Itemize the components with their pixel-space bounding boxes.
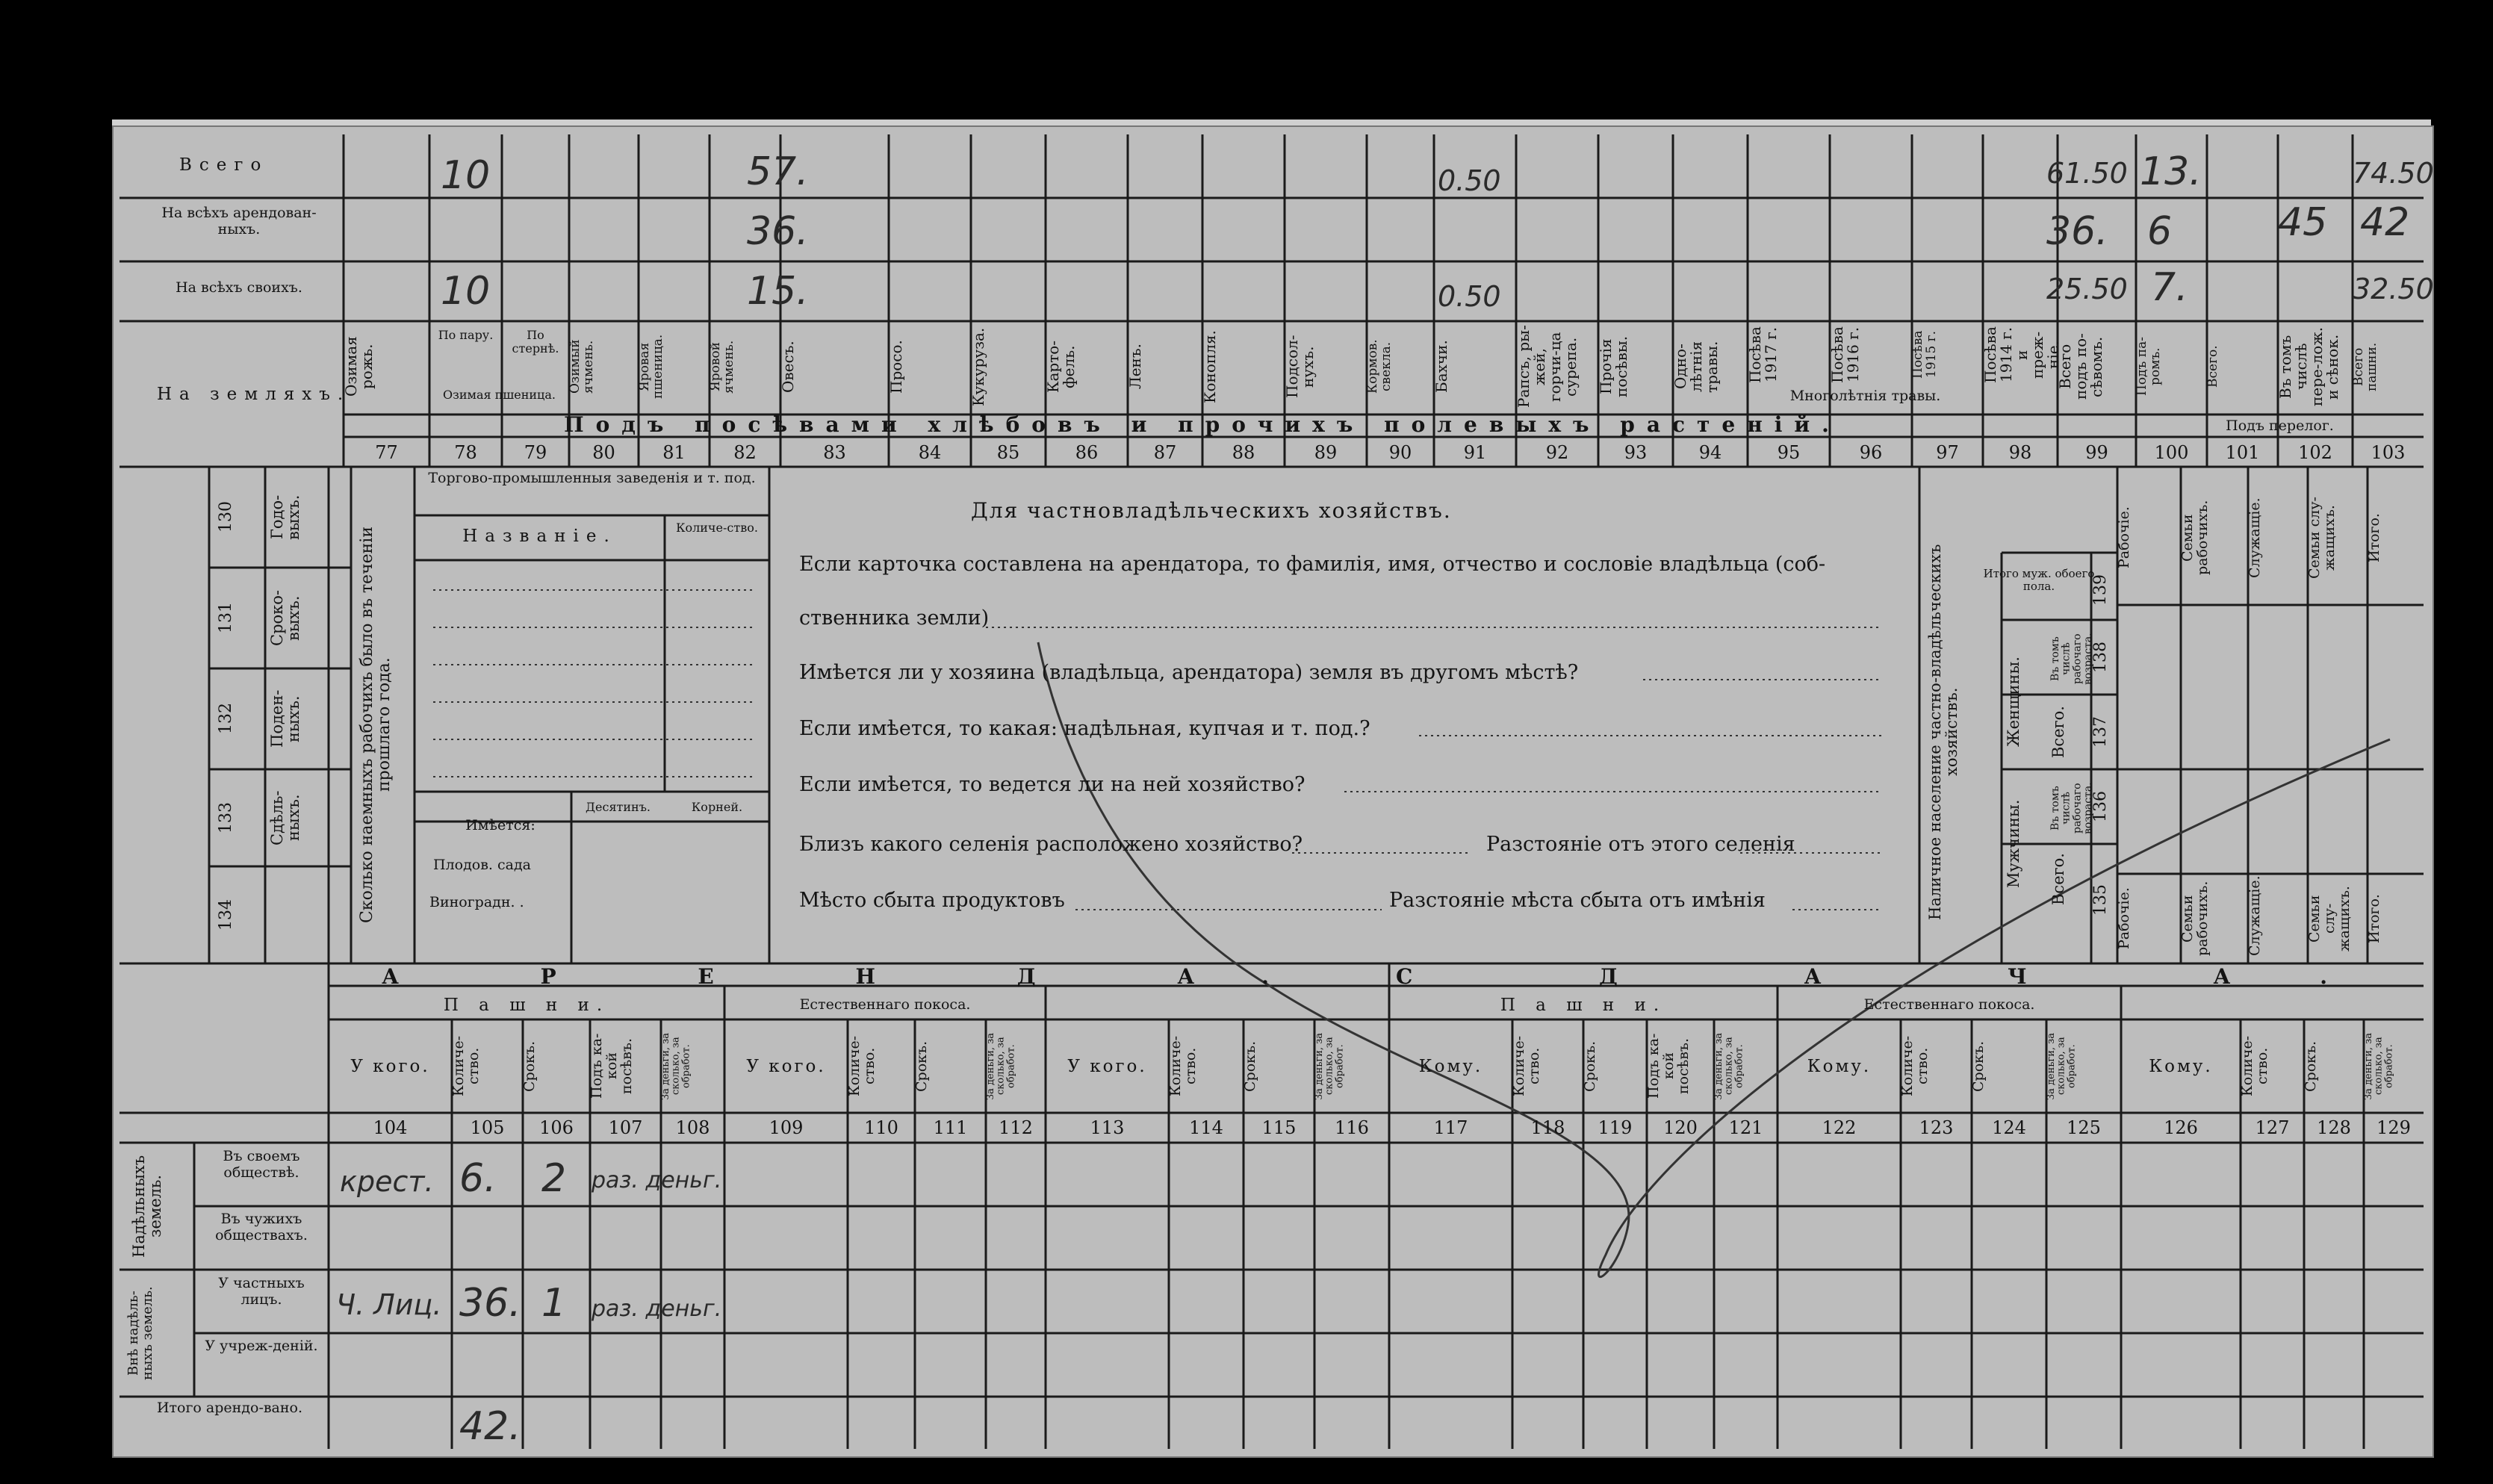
arenda-pokos: Естественнаго покоса. — [799, 996, 971, 1013]
crop-col-num-82: 82 — [733, 442, 757, 463]
crop-header-80: Озимый ячмень. — [568, 339, 596, 394]
lease-col-num-117: 117 — [1433, 1117, 1468, 1138]
workers-col-num-131: 131 — [217, 602, 235, 634]
lease-col-num-110: 110 — [864, 1117, 898, 1138]
crop-col-num-94: 94 — [1698, 442, 1722, 463]
winter-wheat-label: Озимая пшеница. — [443, 388, 556, 402]
workers-col-label-132: Поден-ныхъ. — [268, 689, 303, 748]
crop-col-num-91: 91 — [1463, 442, 1487, 463]
right-col-5-b: Итого. — [2366, 894, 2382, 943]
crop-header-89: Подсол-нухъ. — [1283, 335, 1317, 399]
crop-col-num-92: 92 — [1545, 442, 1569, 463]
hw-own-103: 32.50 — [2353, 273, 2434, 305]
lease-col-num-108: 108 — [675, 1117, 710, 1138]
lease-header-129: За деньги, за сколько, за обработ. — [2363, 1032, 2395, 1100]
lease-col-num-129: 129 — [2376, 1117, 2411, 1138]
hw-r1-srok: 2 — [541, 1156, 567, 1201]
fallow-label: Подъ перелог. — [2226, 417, 2334, 434]
trade-roots-header: Корней. — [691, 800, 743, 814]
crop-header-91: Бахчи. — [1432, 340, 1450, 394]
crop-header-92: Рапсъ, ры-жей, горчи-ца сурепа. — [1515, 325, 1580, 409]
lease-header-117: Кому. — [1418, 1057, 1483, 1076]
population-men-total: Всего. — [2049, 853, 2067, 906]
hw-total-leased: 42. — [459, 1404, 521, 1449]
row-itogo: Итого арендо-вано. — [156, 1400, 303, 1416]
lease-header-121: За деньги, за сколько, за обработ. — [1713, 1032, 1745, 1100]
crop-header-101: Всего. — [2205, 345, 2220, 388]
crop-header-81: Яровая пшеница. — [637, 334, 665, 400]
workers-title: Сколько наемныхъ рабочихъ было въ теченiи прошлаго года. — [358, 526, 394, 923]
workers-col-num-134: 134 — [217, 899, 235, 931]
lease-col-num-107: 107 — [608, 1117, 643, 1138]
population-grand-total: Итого муж. обоего пола. — [1983, 567, 2095, 594]
crop-col-num-81: 81 — [662, 442, 686, 463]
lease-col-num-123: 123 — [1919, 1117, 1954, 1138]
hw-r1-posev: раз. деньг. — [592, 1167, 722, 1193]
workers-col-label-131: Сроко-выхъ. — [268, 589, 303, 647]
crop-col-num-88: 88 — [1232, 442, 1255, 463]
crop-header-88: Конопля. — [1201, 330, 1219, 403]
lease-col-num-126: 126 — [2164, 1117, 2198, 1138]
population-title: Наличное население частно-владѣльческихъ хозяйствъ. — [1926, 544, 1961, 920]
crop-col-num-98: 98 — [2008, 442, 2032, 463]
hw-own-82: 15. — [747, 269, 809, 314]
lease-header-122: Кому. — [1807, 1057, 1872, 1076]
population-women: Женщины. — [2005, 656, 2022, 748]
right-col-1-b: Рабочiе. — [2116, 887, 2132, 950]
hw-rented-100: 6 — [2147, 209, 2173, 254]
crop-header-86: Карто-фель. — [1044, 340, 1078, 394]
crop-header-79: По стернѣ. — [512, 328, 559, 356]
hw-own-77: 10 — [441, 269, 491, 314]
population-col-num-139: 139 — [2091, 574, 2110, 606]
hw-rented-extra: 45 — [2278, 200, 2328, 245]
crop-header-82: Яровой ячмень. — [708, 340, 736, 394]
lease-header-124: Срокъ. — [1970, 1040, 1987, 1092]
private-q6b: Разстоянiе мѣста сбыта отъ имѣнiя — [1389, 889, 1766, 912]
lease-header-126: Кому. — [2149, 1057, 2213, 1076]
trade-has-label: Имѣется: — [465, 817, 535, 833]
population-col-num-137: 137 — [2091, 716, 2110, 748]
hw-r3-qty: 36. — [459, 1281, 521, 1326]
lease-header-111: Срокъ. — [913, 1040, 930, 1092]
private-q1b: ственника земли) — [799, 606, 990, 630]
lease-col-num-112: 112 — [999, 1117, 1033, 1138]
private-title: Для частновладѣльческихъ хозяйствъ. — [971, 498, 1452, 523]
crop-header-87: Ленъ. — [1126, 344, 1144, 390]
hw-r3-srok: 1 — [541, 1281, 567, 1326]
right-col-5-a: Итого. — [2366, 513, 2382, 562]
private-q5b: Разстоянiе отъ этого селенiя — [1486, 833, 1795, 856]
workers-col-num-130: 130 — [217, 501, 235, 533]
crop-col-num-86: 86 — [1075, 442, 1099, 463]
crop-header-94: Одно-лѣтнiя травы. — [1671, 341, 1721, 393]
lease-header-120: Подъ ка-кой посѣвъ. — [1645, 1033, 1692, 1099]
trade-name-header: Названiе. — [462, 527, 617, 546]
crop-header-77: Озимая рожь. — [342, 336, 376, 397]
lease-header-109: У кого. — [746, 1057, 826, 1076]
lease-col-num-121: 121 — [1728, 1117, 1763, 1138]
crop-header-90: Кормов. свекла. — [1365, 339, 1394, 394]
row-svoem: Въ своемъ обществѣ. — [223, 1148, 300, 1181]
trade-qty-header: Количе-ство. — [676, 521, 758, 535]
lease-header-119: Срокъ. — [1582, 1040, 1598, 1092]
hw-r3-posev: раз. деньг. — [592, 1296, 722, 1322]
crop-header-97: Посѣва 1915 г. — [1910, 330, 1939, 379]
crop-col-num-101: 101 — [2225, 442, 2260, 463]
hw-rented-103: 42 — [2360, 200, 2410, 245]
lease-col-num-109: 109 — [769, 1117, 804, 1138]
population-men-working: Въ томъ числѣ рабочаго возраста. — [2049, 782, 2095, 835]
population-men: Мужчины. — [2005, 799, 2022, 889]
lease-header-107: Подъ ка-кой посѣвъ. — [589, 1033, 635, 1099]
row-on-lands-label: На земляхъ. — [157, 385, 351, 404]
crop-header-102: Въ томъ числѣ пере-лож. и сѣнок. — [2276, 326, 2341, 407]
crop-col-num-77: 77 — [375, 442, 398, 463]
right-col-3-a: Служащiе. — [2247, 497, 2263, 578]
hw-r1-qty: 6. — [459, 1156, 497, 1201]
hw-own-99: 25.50 — [2046, 273, 2128, 305]
crop-header-78: По пару. — [438, 328, 494, 342]
workers-col-num-133: 133 — [217, 802, 235, 833]
lease-col-num-122: 122 — [1822, 1117, 1857, 1138]
nadel-label: Надѣльныхъ земель. — [130, 1155, 165, 1258]
row-chuzhih: Въ чужихъ обществахъ. — [215, 1211, 308, 1244]
row-chastnyh: У частныхъ лицъ. — [218, 1275, 305, 1308]
lease-header-125: За деньги, за сколько, за обработ. — [2046, 1032, 2078, 1100]
lease-col-num-128: 128 — [2317, 1117, 2351, 1138]
right-col-2-a: Семьи рабочихъ. — [2179, 500, 2211, 576]
crop-col-num-78: 78 — [454, 442, 477, 463]
hw-r3-kogo: Ч. Лиц. — [336, 1288, 442, 1321]
crop-col-num-97: 97 — [1936, 442, 1959, 463]
crop-header-95: Посѣва 1917 г. — [1746, 326, 1780, 383]
hw-total-91: 0.50 — [1438, 164, 1501, 197]
lease-col-num-113: 113 — [1090, 1117, 1125, 1138]
lease-col-num-105: 105 — [470, 1117, 505, 1138]
right-col-1-a: Рабочiе. — [2116, 506, 2132, 569]
lease-header-118: Количе-ство. — [1511, 1035, 1542, 1097]
hw-total-77: 10 — [441, 153, 491, 198]
crop-col-num-87: 87 — [1153, 442, 1177, 463]
trade-title: Торгово-промышленныя заведенiя и т. под. — [428, 470, 756, 486]
hw-total-100: 13. — [2140, 149, 2202, 194]
population-col-num-135: 135 — [2091, 884, 2110, 916]
lease-col-num-104: 104 — [373, 1117, 408, 1138]
crop-col-num-103: 103 — [2371, 442, 2406, 463]
lease-col-num-119: 119 — [1598, 1117, 1633, 1138]
hw-total-99: 61.50 — [2046, 157, 2128, 190]
trade-vineyards-label: Виноградн. . — [429, 894, 524, 910]
crop-col-num-100: 100 — [2154, 442, 2189, 463]
crop-header-84: Просо. — [887, 340, 905, 394]
crop-col-num-96: 96 — [1859, 442, 1883, 463]
hw-rented-82: 36. — [747, 209, 809, 254]
lease-col-num-124: 124 — [1992, 1117, 2026, 1138]
private-q1: Если карточка составлена на арендатора, то фамилiя, имя, отчество и сословiе владѣльца (соб- — [799, 553, 1826, 576]
lease-col-num-120: 120 — [1663, 1117, 1698, 1138]
row-total-label: Всего — [179, 155, 269, 175]
vne-nadel-label: Внѣ надѣль-ныхъ земель. — [125, 1286, 155, 1380]
lease-arenda-title: А Р Е Н Д А. — [382, 964, 1336, 989]
private-q2: Имѣется ли у хозяина (владѣльца, арендатора) земля въ другомъ мѣстѣ? — [799, 661, 1579, 684]
trade-desyat-header: Десятинъ. — [586, 800, 651, 814]
crop-col-num-102: 102 — [2298, 442, 2332, 463]
lease-header-115: Срокъ. — [1242, 1040, 1258, 1092]
sdacha-pokos: Естественнаго покоса. — [1863, 996, 2035, 1013]
right-col-2-b: Семьи рабочихъ. — [2179, 881, 2211, 956]
lease-col-num-116: 116 — [1335, 1117, 1369, 1138]
crop-header-103: Всего пашни. — [2351, 342, 2379, 391]
crop-col-num-93: 93 — [1624, 442, 1648, 463]
hw-rented-99: 36. — [2046, 209, 2108, 254]
lease-col-num-127: 127 — [2255, 1117, 2290, 1138]
lease-sdacha-title: С Д А Ч А. — [1395, 964, 2418, 989]
crop-col-num-89: 89 — [1314, 442, 1338, 463]
lease-header-106: Срокъ. — [521, 1040, 538, 1092]
lease-header-128: Срокъ. — [2303, 1040, 2319, 1092]
perennial-grass-label: Многолѣтнiя травы. — [1789, 388, 1941, 404]
sowing-band-label: Подъ посѣвами хлѣбовъ и прочихъ полевыхъ растенiй. — [564, 412, 1841, 437]
private-q6: Мѣсто сбыта продуктовъ — [799, 889, 1065, 912]
crop-header-96: Посѣва 1916 г. — [1828, 326, 1862, 383]
sdacha-pashni: П а ш н и. — [1500, 996, 1667, 1015]
crop-col-num-83: 83 — [823, 442, 846, 463]
trade-orchards-label: Плодов. сада — [433, 857, 531, 873]
crop-col-num-80: 80 — [592, 442, 615, 463]
crop-header-85: Кукуруза. — [969, 327, 987, 406]
workers-col-label-130: Годо-выхъ. — [268, 494, 303, 540]
population-col-num-138: 138 — [2091, 642, 2110, 673]
crop-col-num-90: 90 — [1388, 442, 1412, 463]
lease-header-112: За деньги, за сколько, за обработ. — [985, 1032, 1017, 1100]
row-own-label: На всѣхъ своихъ. — [176, 279, 302, 296]
crop-col-num-95: 95 — [1777, 442, 1801, 463]
row-uchrezh: У учреж-денiй. — [205, 1338, 318, 1354]
private-q5: Близъ какого селенiя расположено хозяйство? — [799, 833, 1303, 856]
lease-header-108: За деньги, за сколько, за обработ. — [660, 1032, 692, 1100]
arenda-pashni: П а ш н и. — [443, 996, 610, 1015]
private-q4: Если имѣется, то ведется ли на ней хозяйство? — [799, 773, 1306, 796]
private-q3: Если имѣется, то какая: надѣльная, купчая и т. под.? — [799, 717, 1370, 740]
crop-col-num-99: 99 — [2085, 442, 2108, 463]
hw-own-100: 7. — [2151, 265, 2188, 310]
population-women-working: Въ томъ числѣ рабочаго возраста. — [2049, 633, 2095, 686]
lease-header-116: За деньги, за сколько, за обработ. — [1314, 1032, 1346, 1100]
lease-col-num-118: 118 — [1530, 1117, 1565, 1138]
right-col-4-b: Семьи слу-жащихъ. — [2306, 886, 2353, 951]
hw-total-82: 57. — [747, 149, 809, 194]
lease-col-num-114: 114 — [1189, 1117, 1223, 1138]
hw-own-91: 0.50 — [1438, 280, 1501, 313]
lease-header-113: У кого. — [1067, 1057, 1147, 1076]
crop-header-100: Подъ па-ромъ. — [2135, 337, 2163, 397]
hw-r1-kogo: крест. — [340, 1165, 434, 1198]
crop-header-98: Посѣва 1914 г. и преж-нiе. — [1981, 326, 2062, 383]
lease-col-num-125: 125 — [2067, 1117, 2101, 1138]
crop-header-99: Всего подъ по-сѣвомъ. — [2056, 333, 2105, 400]
lease-header-114: Количе-ство. — [1167, 1035, 1199, 1097]
right-col-4-a: Семьи слу-жащихъ. — [2306, 497, 2338, 579]
lease-col-num-115: 115 — [1261, 1117, 1297, 1138]
population-col-num-136: 136 — [2091, 791, 2110, 822]
population-women-total: Всего. — [2049, 706, 2067, 758]
lease-header-123: Количе-ство. — [1899, 1035, 1931, 1097]
crop-col-num-84: 84 — [918, 442, 942, 463]
lease-col-num-111: 111 — [933, 1117, 968, 1138]
crop-col-num-79: 79 — [524, 442, 547, 463]
crop-header-93: Прочiя посѣвы. — [1597, 335, 1630, 398]
row-rented-label: На всѣхъ арендован-ныхъ. — [161, 205, 317, 237]
workers-col-num-132: 132 — [217, 703, 235, 735]
lease-header-110: Количе-ство. — [846, 1035, 878, 1097]
workers-col-label-133: Сдѣль-ныхъ. — [268, 790, 303, 845]
crop-header-83: Овесъ. — [779, 341, 797, 393]
hw-total-103: 74.50 — [2353, 157, 2434, 190]
right-col-3-b: Служащiе. — [2247, 875, 2263, 956]
lease-header-104: У кого. — [350, 1057, 430, 1076]
lease-header-105: Количе-ство. — [450, 1035, 482, 1097]
lease-col-num-106: 106 — [539, 1117, 574, 1138]
lease-header-127: Количе-ство. — [2239, 1035, 2270, 1097]
crop-col-num-85: 85 — [996, 442, 1020, 463]
